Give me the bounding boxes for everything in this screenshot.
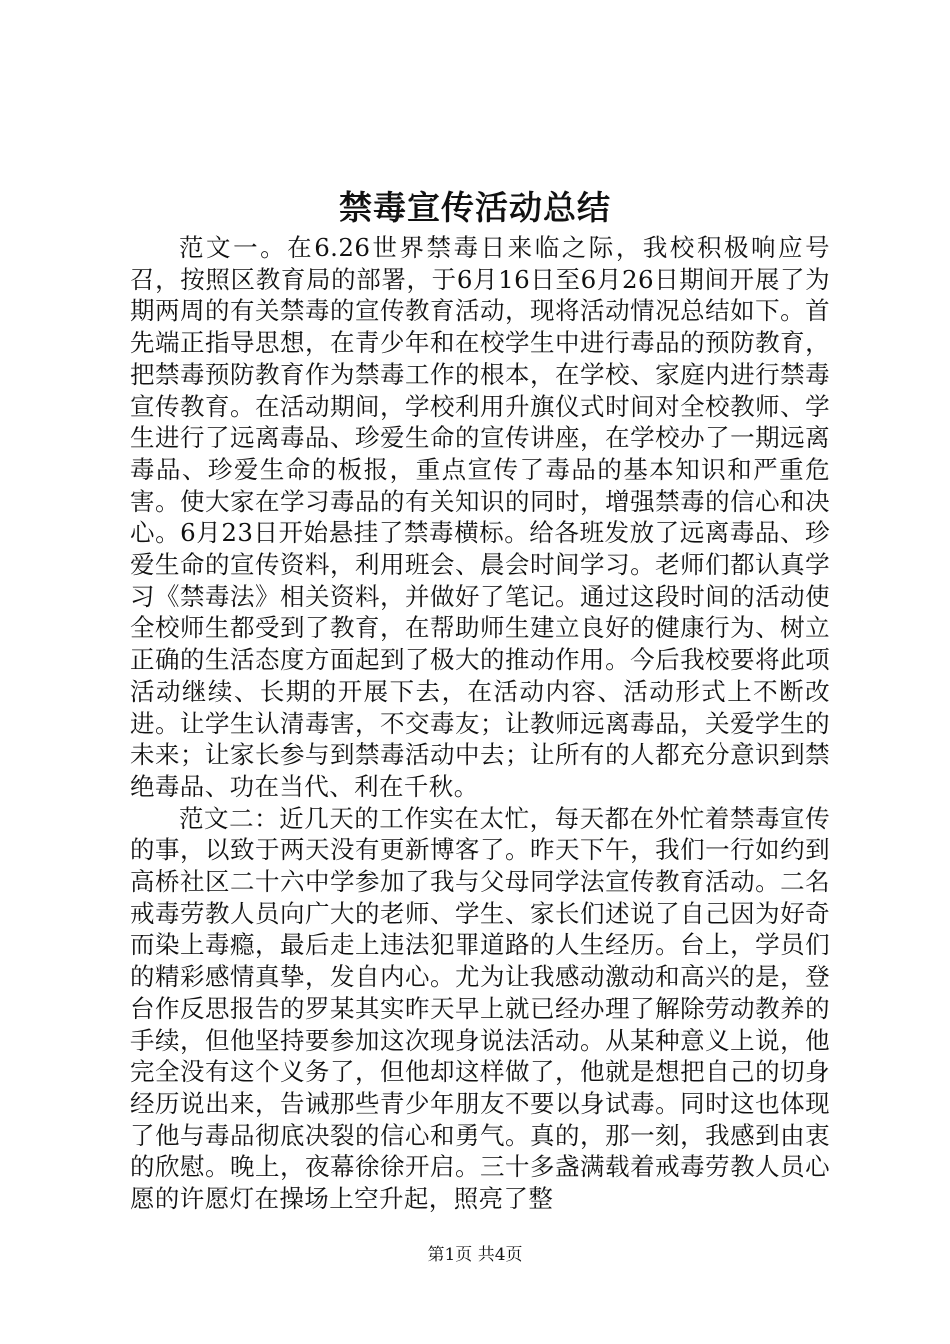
paragraph-sample-two: 范文二：近几天的工作实在太忙，每天都在外忙着禁毒宣传的事，以致于两天没有更新博客了。昨天下午，我们一行如约到高桥社区二十六中学参加了我与父母同学法宣传教育活动。二名戒毒劳教人员向广大的老师、学生、家长们述说了自己因为好奇而染上毒瘾，最后走上违法犯罪道路的人生经历。台上，学员们的精彩感情真挚，发自内心。尤为让我感动激动和高兴的是，登台作反思报告的罗某其实昨天早上就已经办理了解除劳动教养的手续，但他坚持要参加这次现身说法活动。从某种意义上说，他完全没有这个义务了，但他却这样做了，他就是想把自己的切身经历说出来，告诫那些青少年朋友不要以身试毒。同时这也体现了他与毒品彻底决裂的信心和勇气。真的，那一刻，我感到由衷的欣慰。晚上，夜幕徐徐开启。三十多盏满载着戒毒劳教人员心愿的许愿灯在操场上空升起，照亮了整 — [130, 803, 830, 1214]
document-title: 禁毒宣传活动总结 — [339, 188, 611, 227]
page-footer: 第1页 共4页 — [427, 1245, 523, 1265]
document-body — [130, 232, 830, 1215]
paragraph-sample-one: 范文一。在6.26世界禁毒日来临之际，我校积极响应号召，按照区教育局的部署，于6月16日至6月26日期间开展了为期两周的有关禁毒的宣传教育活动，现将活动情况总结如下。首先端正指导思想，在青少年和在校学生中进行毒品的预防教育，把禁毒预防教育作为禁毒工作的根本，在学校、家庭内进行禁毒宣传教育。在活动期间，学校利用升旗仪式时间对全校教师、学生进行了远离毒品、珍爱生命的宣传讲座，在学校办了一期远离毒品、珍爱生命的板报，重点宣传了毒品的基本知识和严重危害。使大家在学习毒品的有关知识的同时，增强禁毒的信心和决心。6月23日开始悬挂了禁毒横标。给各班发放了远离毒品、珍爱生命的宣传资料，利用班会、晨会时间学习。老师们都认真学习《禁毒法》相关资料，并做好了笔记。通过这段时间的活动使全校师生都受到了教育，在帮助师生建立良好的健康行为、树立正确的生活态度方面起到了极大的推动作用。今后我校要将此项活动继续、长期的开展下去，在活动内容、活动形式上不断改进。让学生认清毒害，不交毒友；让教师远离毒品，关爱学生的未来；让家长参与到禁毒活动中去；让所有的人都充分意识到禁绝毒品、功在当代、利在千秋。 — [130, 233, 830, 801]
